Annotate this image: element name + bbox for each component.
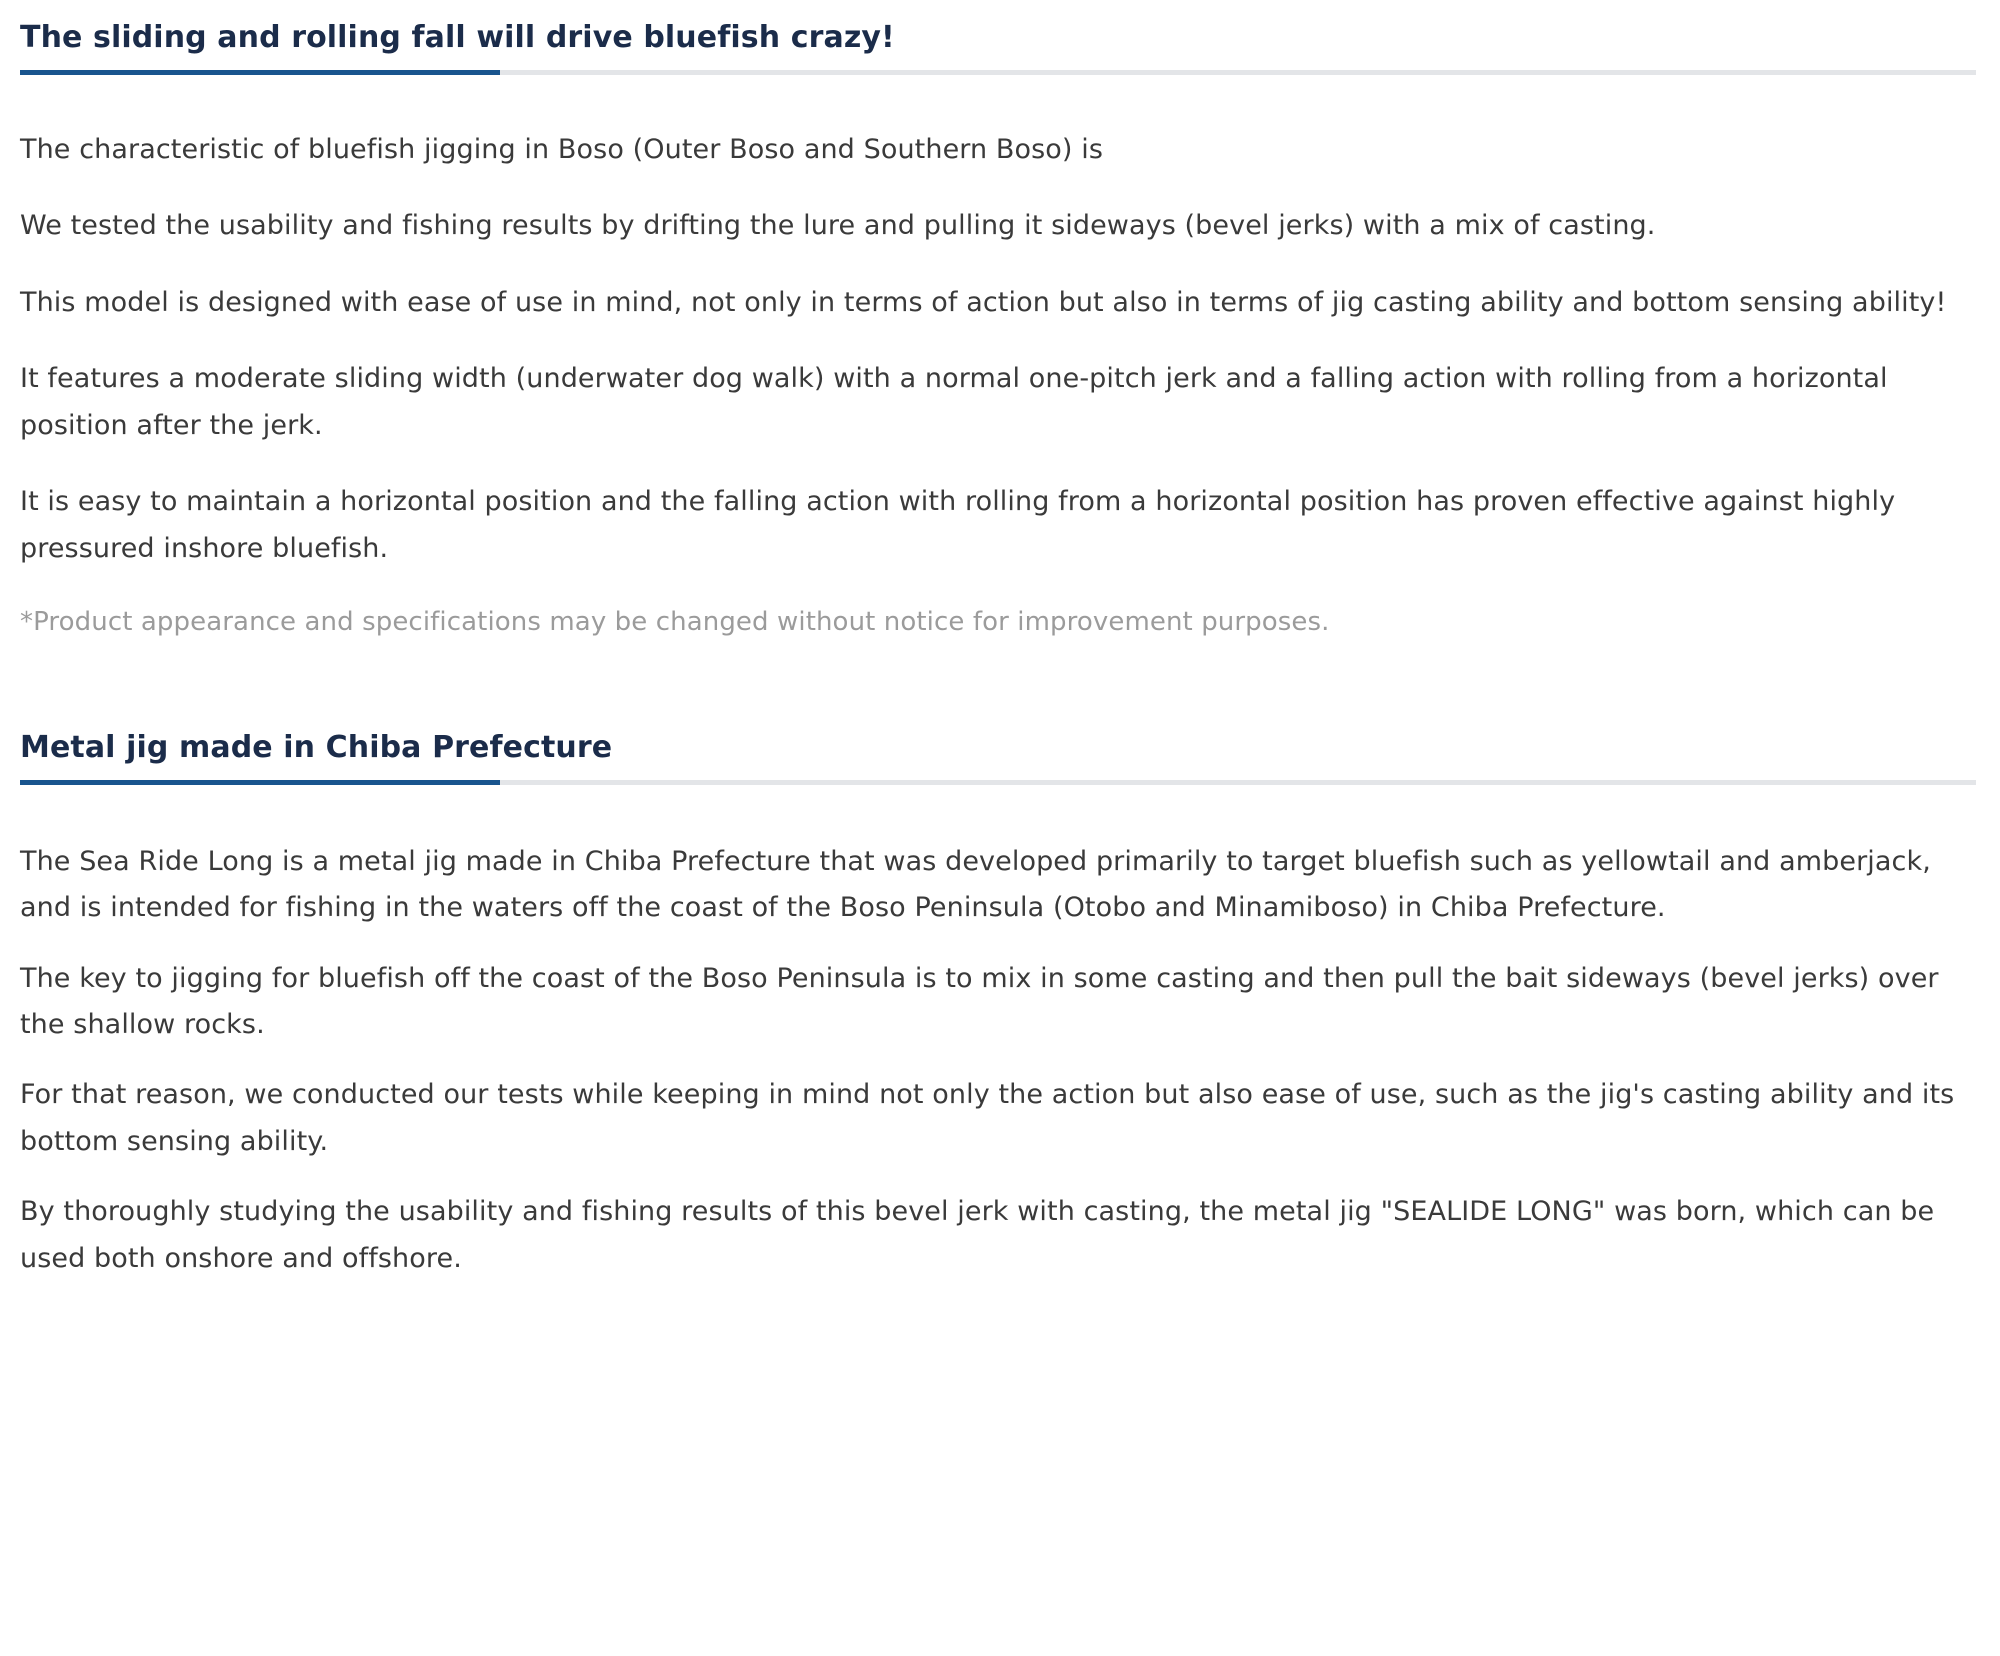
paragraph: We tested the usability and fishing results by drifting the lure and pulling it sideways (bevel jerks) with a mix of casting. <box>20 210 1656 242</box>
paragraph: The key to jigging for bluefish off the coast of the Boso Peninsula is to mix in some casting and then pull the bait sideways (bevel jerks) over the shallow rocks. <box>20 962 1939 1040</box>
section-body <box>20 785 1976 1283</box>
section-gap <box>20 644 1976 710</box>
paragraph: This model is designed with ease of use in mind, not only in terms of action but also in terms of jig casting ability and bottom sensing ability! <box>20 286 1947 318</box>
section-heading: The sliding and rolling fall will drive bluefish crazy! <box>20 20 895 55</box>
paragraph: For that reason, we conducted our tests while keeping in mind not only the action but also ease of use, such as the jig's casting ability and its bottom sensing ability. <box>20 1079 1955 1157</box>
section-body <box>20 75 1976 644</box>
paragraph: The characteristic of bluefish jigging in Boso (Outer Boso and Southern Boso) is <box>20 134 1104 165</box>
section-metal-jig-chiba <box>20 710 1976 1283</box>
section-sliding-rolling-fall <box>20 0 1976 644</box>
paragraph: It features a moderate sliding width (underwater dog walk) with a normal one-pitch jerk and a falling action with rolling from a horizontal position after the jerk. <box>20 363 1888 441</box>
heading-underline-rule <box>20 70 1976 75</box>
paragraph: By thoroughly studying the usability and fishing results of this bevel jerk with casting, the metal jig "SEALIDE LONG" was born, which can be used both onshore and offshore. <box>20 1196 1935 1274</box>
heading-underline-rule <box>20 780 1976 785</box>
paragraph: The Sea Ride Long is a metal jig made in Chiba Prefecture that was developed primarily to target bluefish such as yellowtail and amberjack, and is intended for fishing in the waters off the coast of the Boso Peninsula (Otobo and Minamiboso) in Chiba Prefecture. <box>20 845 1931 924</box>
paragraph: It is easy to maintain a horizontal position and the falling action with rolling from a horizontal position has proven effective against highly pressured inshore bluefish. <box>20 486 1896 564</box>
section-heading: Metal jig made in Chiba Prefecture <box>20 729 613 765</box>
disclaimer-note: *Product appearance and specifications may be changed without notice for improvement purposes. <box>20 607 1330 638</box>
